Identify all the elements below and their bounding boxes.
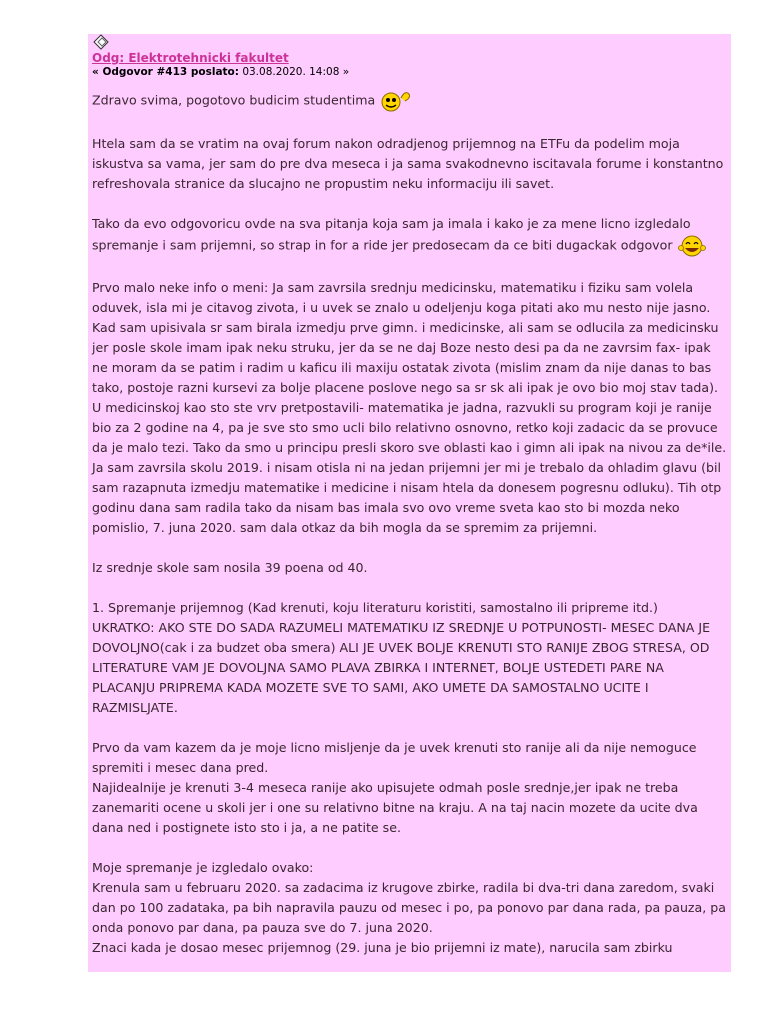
post-body <box>92 88 727 958</box>
laughing-smiley-icon <box>677 234 707 258</box>
post-meta <box>92 66 349 78</box>
post-title-link[interactable]: Odg: Elektrotehnicki fakultet <box>92 51 289 65</box>
forum-post <box>88 34 731 972</box>
paragraph-school-points: Iz srednje skole sam nosila 39 poena od 40. <box>92 560 368 575</box>
paragraph-my-prep: Krenula sam u februaru 2020. sa zadacima iz krugove zbirke, radila bi dva-tri dana zaredom, svaki dan po 100 zadataka, pa bih napravila pauzu od mesec i po, pa ponovo par dana rada, pa pauza, pa onda ponovo par dana, pa pauza sve do 7. juna 2020. <box>92 880 726 935</box>
section-heading: 1. Spremanje prijemnog (Kad krenuti, koju literaturu koristiti, samostalno ili pripreme itd.) <box>92 600 658 615</box>
reply-number-label: « Odgovor #413 poslato: <box>92 66 239 78</box>
waving-smiley-icon <box>379 88 413 114</box>
paragraph-my-prep-heading: Moje spremanje je izgledalo ovako: <box>92 860 314 875</box>
paragraph-greeting: Zdravo svima, pogotovo budicim studentima <box>92 88 727 114</box>
paragraph-answers: Tako da evo odgovoricu ovde na sva pitanja koja sam ja imala i kako je za mene licno izgledalo spremanje i sam prijemni, so strap in for a ride jer predosecam da ce biti dugackak odgovor <box>92 214 727 258</box>
paragraph-exam-month: Znaci kada je dosao mesec prijemnog (29. juna je bio prijemni iz mate), narucila sam zbirku <box>92 940 673 955</box>
post-date: 03.08.2020. 14:08 » <box>238 66 350 78</box>
paragraph-opinion: Prvo da vam kazem da je moje licno misljenje da je uvek krenuti sto ranije ali da nije nemoguce spremiti i mesec dana pred. <box>92 740 697 775</box>
paragraph-intro: Htela sam da se vratim na ovaj forum nakon odradjenog prijemnog na ETFu da podelim moja iskustva sa vama, jer sam do pre dva meseca i ja sama svakodnevno iscitavala forume i konstantno refreshovala stranice da slucajno ne propustim neku informaciju ili savet. <box>92 136 724 191</box>
post-icon <box>92 34 112 50</box>
paragraph-about-me: Prvo malo neke info o meni: Ja sam zavrsila srednju medicinsku, matematiku i fiziku sam volela oduvek, isla mi je citavog zivota, i u uvek se znalo u odeljenju koga pitati ako mu nesto nije jasno. Kad sam upisivala sr sam birala izmedju prve gimn. i medicinske, ali sam se odlucila za medicinsku jer posle skole imam ipak neku struku, jer da se ne daj Boze nesto desi pa da ne zavrsim fax- ipak ne moram da se patim i radim u kaficu ili maxiju ostatak zivota (mislim znam da nije danas to bas tako, postoje razni kursevi za bolje placene poslove nego sa sr sk ali ipak je ovo bio moj stav tada). U medicinskoj kao sto ste vrv pretpostavili- matematika je jadna, razvukli su program koji je ranije bio za 2 godine na 4, pa je sve sto smo ucli bilo relativno osnovno, retko koji zadacic da se provuce da je malo tezi. Tako da smo u principu presli skoro sve oblasti kao i gimn ali ipak na nivou za de*ile. Ja sam zavrsila skolu 2019. i nisam otisla ni na jedan prijemni jer mi je trebalo da ohladim glavu (bil sam razapnuta izmedju matematike i medicine i nisam htela da donesem pogresnu odluku). Tih otp godinu dana sam radila tako da nisam bas imala svo ovo vreme sveta kao sto bi mozda neko pomislio, 7. juna 2020. sam dala otkaz da bih mogla da se spremim za prijemni. <box>92 280 727 535</box>
paragraph-summary: UKRATKO: AKO STE DO SADA RAZUMELI MATEMATIKU IZ SREDNJE U POTPUNOSTI- MESEC DANA JE DOVOLJNO(cak i za budzet oba smera) ALI JE UVEK BOLJE KRENUTI STO RANIJE ZBOG STRESA, OD LITERATURE VAM JE DOVOLJNA SAMO PLAVA ZBIRKA I INTERNET, BOLJE USTEDETI PARE NA PLACANJU PRIPREMA KADA MOZETE SVE TO SAMI, AKO UMETE DA SAMOSTALNO UCITE I RAZMISLJATE. <box>92 620 711 715</box>
paragraph-ideal: Najidealnije je krenuti 3-4 meseca ranije ako upisujete odmah posle srednje,jer ipak ne treba zanemariti ocene u skoli jer i one su relativno bitne na kraju. A na taj nacin mozete da ucite dva dana ned i postignete isto sto i ja, a ne patite se. <box>92 780 698 835</box>
